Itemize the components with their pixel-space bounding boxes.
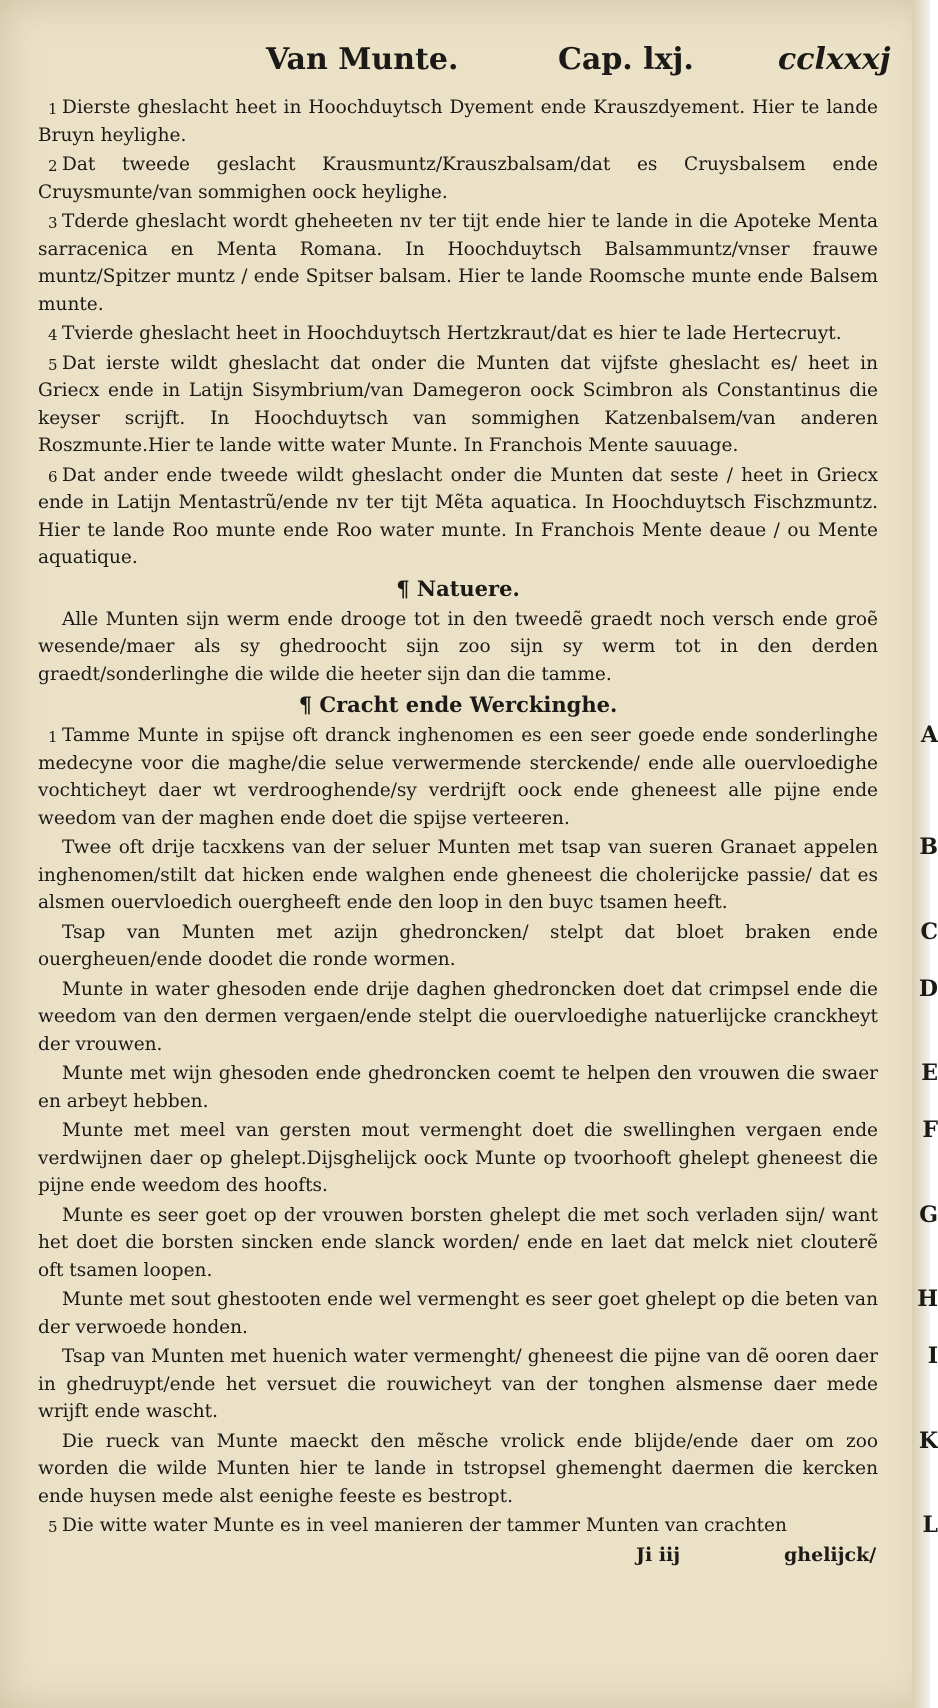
paragraph-text: Munte es seer goet op der vrouwen borsten ghelept die met soch verladen sijn/ want het doet die borsten sincken ende slanck worden/ ende en laet dat melck niet clouterẽ oft tsamen loopen. bbox=[38, 1204, 878, 1281]
virtue-paragraph bbox=[38, 834, 938, 917]
margin-mark: 5 bbox=[48, 1518, 58, 1536]
margin-letter: E bbox=[921, 1060, 938, 1086]
paragraph-text: Munte met meel van gersten mout vermenght doet die swellinghen vergaen ende verdwijnen daer op ghelept.Dijsghelijck oock Munte op tvoorhooft ghelept gheneest die pijne ende weedom des hoofts. bbox=[38, 1120, 878, 1196]
margin-letter: F bbox=[922, 1117, 938, 1143]
name-paragraph bbox=[38, 151, 878, 206]
pilcrow-icon: ¶ bbox=[396, 575, 417, 601]
paragraph-text: Die rueck van Munte maeckt den mẽsche vrolick ende blijde/ende daer om zoo worden die wilde Munten hier te lande in tstropsel ghemenght daermen die kercken ende huysen mede alst eenighe feeste es bestropt. bbox=[38, 1430, 878, 1507]
name-paragraph bbox=[38, 462, 878, 572]
virtue-paragraph bbox=[38, 1512, 938, 1540]
chapter-number: Cap. lxj. bbox=[558, 42, 694, 77]
page-footer bbox=[38, 1542, 878, 1570]
paragraph-text: Munte in water ghesoden ende drije daghen ghedroncken doet dat crimpsel ende die weedom van den dermen vergaen/ende stelpt die ouervloedighe natuerlijcke cranckheyt der vrouwen. bbox=[38, 978, 878, 1055]
margin-number: 5 bbox=[48, 355, 58, 374]
paragraph-text: Dat tweede geslacht Krausmuntz/Krauszbalsam/dat es Cruysbalsem ende Cruysmunte/van sommighen oock heylighe. bbox=[38, 154, 878, 203]
nature-paragraph bbox=[38, 606, 878, 689]
margin-letter: L bbox=[922, 1512, 938, 1538]
margin-number: 6 bbox=[48, 467, 58, 486]
paragraph-text: Alle Munten sijn werm ende drooge tot in den tweedẽ graedt noch versch ende groẽ wesende/maer als sy ghedroocht sijn zoo sijn sy werm tot in den derden graedt/sonderlinghe die wilde die heeter sijn dan die tamme. bbox=[38, 608, 878, 685]
folio-number: cclxxxj bbox=[778, 42, 891, 77]
margin-mark: 1 bbox=[48, 728, 58, 746]
running-header bbox=[38, 38, 891, 94]
virtue-paragraph bbox=[38, 918, 938, 974]
running-title: Van Munte. bbox=[266, 42, 459, 77]
margin-letter: I bbox=[927, 1343, 938, 1369]
margin-letter: A bbox=[920, 722, 938, 748]
margin-letter: H bbox=[917, 1286, 938, 1312]
name-paragraph bbox=[38, 320, 878, 348]
section-heading-nature: ¶ Natuere. bbox=[396, 575, 520, 601]
virtue-paragraph bbox=[38, 1427, 938, 1511]
page-text bbox=[38, 38, 938, 1570]
margin-letter: D bbox=[918, 975, 938, 1002]
section-heading-virtues: ¶ Cracht ende Werckinghe. bbox=[298, 692, 618, 717]
margin-number: 4 bbox=[48, 326, 58, 344]
paragraph-text: Tsap van Munten met azijn ghedroncken/ stelpt dat bloet braken ende ouergheuen/ende doodet die ronde wormen. bbox=[38, 921, 878, 970]
name-paragraph bbox=[38, 208, 878, 318]
margin-letter: B bbox=[919, 834, 938, 860]
virtue-paragraph bbox=[38, 1343, 938, 1426]
margin-number: 3 bbox=[48, 214, 58, 232]
paragraph-text: Munte met sout ghestooten ende wel vermenght es seer goet ghelept op die beten van der verwoede honden. bbox=[38, 1289, 878, 1338]
virtue-paragraph bbox=[38, 1117, 938, 1200]
catchword: ghelijck/ bbox=[784, 1543, 877, 1566]
virtue-paragraph bbox=[38, 1060, 938, 1115]
margin-letter: C bbox=[920, 918, 938, 945]
name-paragraph bbox=[38, 94, 878, 149]
virtue-paragraph bbox=[38, 975, 938, 1059]
paragraph-text: Twee oft drije tacxkens van der seluer Munten met tsap van sueren Granaet appelen inghenomen/stilt dat hicken ende walghen ende gheneest die cholerijcke passie/ dat es alsmen ouervloedich ouergheeft ende den loop in den buyc tsamen heeft. bbox=[38, 837, 878, 913]
margin-letter: G bbox=[919, 1201, 938, 1228]
virtue-paragraph bbox=[38, 1201, 938, 1285]
margin-number: 2 bbox=[48, 157, 58, 175]
virtue-paragraph bbox=[38, 1286, 938, 1341]
signature-mark: Ji iij bbox=[636, 1543, 681, 1566]
paragraph-text: Tvierde gheslacht heet in Hoochduytsch Hertzkraut/dat es hier te lade Hertecruyt. bbox=[62, 323, 842, 344]
paragraph-text: Tsap van Munten met huenich water vermenght/ gheneest die pijne van dẽ ooren daer in ghedruypt/ende het versuet die rouwicheyt van der tonghen alsmense daer mede wrijft ende wascht. bbox=[38, 1346, 878, 1422]
paragraph-text: Die witte water Munte es in veel manieren der tammer Munten van crachten bbox=[62, 1515, 787, 1536]
paragraph-text: Dat ierste wildt gheslacht dat onder die Munten dat vijfste gheslacht es/ heet in Griecx ende in Latijn Sisymbrium/van Damegeron oock Scimbron als Constantinus die keyser scrijft. In Hoochduytsch van sommighen Katzenbalsem/van anderen Roszmunte.Hier te lande witte water Munte. In Franchois Mente sauuage. bbox=[38, 352, 878, 456]
virtue-paragraph bbox=[38, 722, 938, 832]
margin-number: 1 bbox=[48, 100, 58, 118]
pilcrow-icon: ¶ bbox=[298, 692, 320, 717]
paragraph-text: Dierste gheslacht heet in Hoochduytsch Dyement ende Krauszdyement. Hier te lande Bruyn heylighe. bbox=[38, 97, 878, 146]
paragraph-text: Munte met wijn ghesoden ende ghedroncken coemt te helpen den vrouwen die swaer en arbeyt hebben. bbox=[38, 1063, 878, 1112]
margin-letter: K bbox=[918, 1427, 938, 1454]
paragraph-text: Tderde gheslacht wordt gheheeten nv ter tijt ende hier te lande in die Apoteke Menta sarracenica en Menta Romana. In Hoochduytsch Balsammuntz/vnser frauwe muntz/Spitzer muntz / ende Spitser balsam. Hier te lande Roomsche munte ende Balsem munte. bbox=[38, 211, 878, 315]
paragraph-text: Tamme Munte in spijse oft dranck inghenomen es een seer goede ende sonderlinghe medecyne voor die maghe/die selue verwermende sterckende/ ende alle ouervloedighe vochticheyt daer wt verdrooghende/sy verdrijft oock ende gheneest alle pijne ende weedom van der maghen ende doet die spijse verteeren. bbox=[38, 725, 878, 829]
name-paragraph bbox=[38, 350, 878, 460]
paragraph-text: Dat ander ende tweede wildt gheslacht onder die Munten dat seste / heet in Griecx ende in Latijn Mentastrũ/ende nv ter tijt Mẽta aquatica. In Hoochduytsch Fischzmuntz. Hier te lande Roo munte ende Roo water munte. In Franchois Mente deaue / ou Mente aquatique. bbox=[38, 464, 878, 568]
